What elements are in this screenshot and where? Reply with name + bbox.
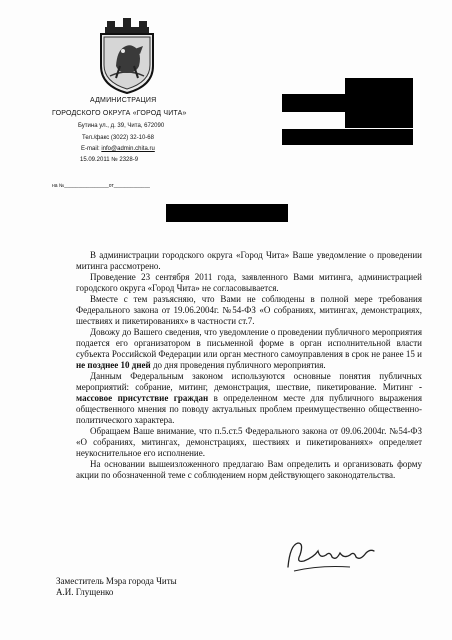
redacted-block	[282, 94, 413, 112]
paragraph-text: Довожу до Вашего сведения, что уведомление о проведении публичного мероприятия подается его организатором в письменной форме в орган исполнительной власти субъекта Российской Федерации или орган местного самоуправления в срок не ранее 15 и	[76, 327, 422, 359]
paragraph	[76, 371, 422, 426]
bold-text: не позднее 10 дней	[76, 360, 151, 370]
letter-body	[76, 250, 422, 481]
paragraph: Вместе с тем разъясняю, что Вами не соблюдены в полной мере требования Федерального закона от 19.06.2004г. №54-ФЗ «О собраниях, митингах, демонстрациях, шествиях и пикетированиях» в частности ст.7.	[76, 294, 422, 326]
org-address: Бутина ул., д. 39, Чита, 672090	[78, 123, 165, 129]
org-name-line2: ГОРОДСКОГО ОКРУГА «ГОРОД ЧИТА»	[52, 110, 187, 117]
org-name-line1: АДМИНИСТРАЦИЯ	[90, 97, 157, 104]
paragraph: Обращаем Ваше внимание, что п.5.ст.5 Федерального закона от 09.06.2004г. №54-ФЗ «О собраниях, митингах, демонстрациях, шествиях и пикетированиях» определяет неукоснительное его исполнение.	[76, 426, 422, 458]
signatory-position: Заместитель Мэра города Читы	[56, 576, 177, 586]
paragraph: На основании вышеизложенного предлагаю Вам определить и организовать форму акции по обозначенной теме с соблюдением норм действующего законодательства.	[76, 459, 422, 480]
redacted-salutation	[166, 204, 288, 222]
email-link[interactable]: info@admin.chita.ru	[101, 146, 155, 152]
paragraph-text: в определенном месте для публичного выражения общественного мнения по поводу актуальных проблем преимущественно общественно-политического характера.	[76, 393, 422, 425]
paragraph-text: до дня проведения публичного мероприятия.	[150, 360, 326, 370]
org-phone: Тел./факс (3022) 32-10-68	[82, 135, 154, 141]
paragraph: В администрации городского округа «Город Чита» Ваше уведомление о проведении митинга рассмотрено.	[76, 250, 422, 271]
redacted-block	[345, 112, 413, 128]
coat-of-arms-icon	[96, 18, 158, 94]
org-email-line	[81, 146, 155, 152]
handwritten-signature	[280, 535, 380, 581]
redacted-block	[282, 129, 413, 145]
signatory-block	[56, 576, 177, 598]
bold-text: - массовое присутствие граждан	[76, 382, 422, 403]
letter-date-number: 15.09.2011 № 2328-9	[80, 157, 139, 163]
paragraph-text: Данным Федеральным законом используются основные понятия публичных мероприятий: собрание, митинг, демонстрация, шествие, пикетирование. Митинг	[76, 371, 422, 392]
redacted-block	[345, 78, 413, 94]
reference-line: на №________________от_____________	[52, 183, 150, 189]
paragraph	[76, 327, 422, 371]
signatory-name: А.И. Глущенко	[56, 587, 114, 597]
email-label: E-mail:	[81, 146, 102, 152]
paragraph: Проведение 23 сентября 2011 года, заявленного Вами митинга, администрацией городского округа «Город Чита» не согласовывается.	[76, 272, 422, 293]
